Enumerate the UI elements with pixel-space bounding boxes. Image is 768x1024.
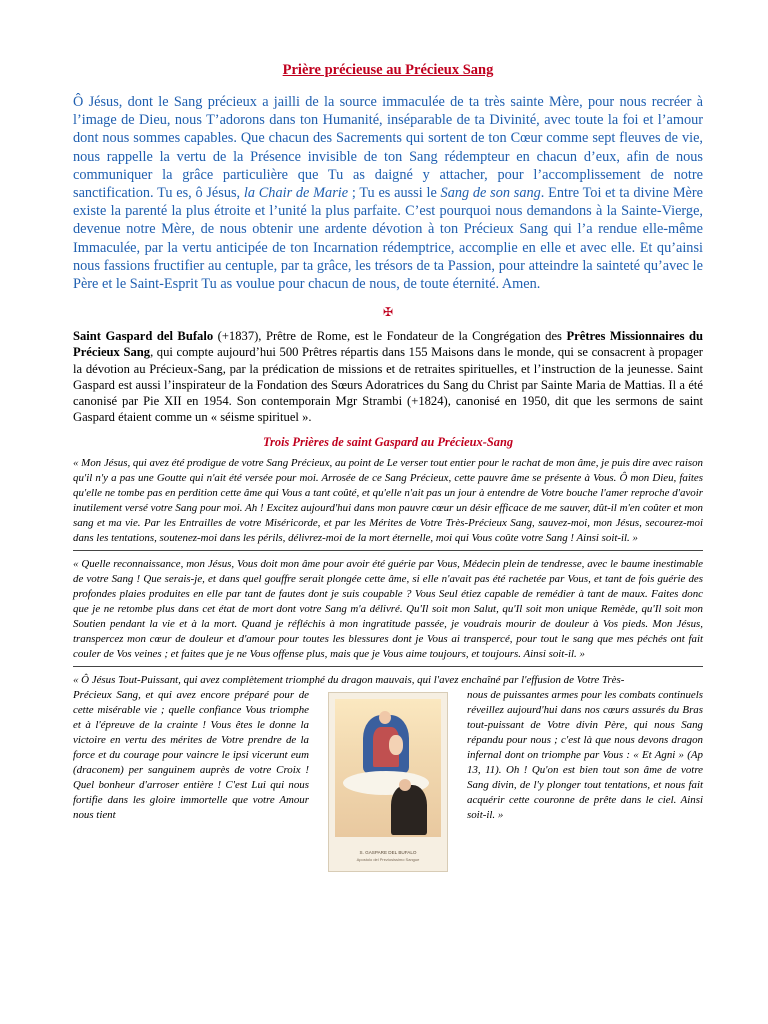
section-subtitle: Trois Prières de saint Gaspard au Précieux-Sang	[262, 435, 514, 450]
main-prayer-part1: Ô Jésus, dont le Sang précieux a jailli de la source immaculée de ta très sainte Mère, pour nous recréer à l’image de Dieu, nous T’adorons dans ton Humanité, inséparable de ta Divinité, avec toute la foi et l’amour dont nous sommes capables. Que chacun des Sacrements qui sortent de ton Cœur comme sept fleuves de vie, nous rappelle la vertu de la Présence invisible de ton Sang rédempteur en chacun d’eux, afin de nous communiquer la grâce particulière que Tu as daigné y attacher, pour l’accomplissement de notre sanctification. Tu es, ô Jésus,	[73, 94, 703, 202]
divider	[73, 550, 703, 551]
bio-paragraph	[73, 328, 703, 425]
saint-holy-card-image	[328, 692, 448, 872]
prayer-3-right: nous de puissantes armes pour les combats continuels réveillez aujourd'hui dans nos cœurs assurés du Bras tout-puissant de Votre divin Père, qui nous Sang répandu pour nous ; c'est là que nous devons dragon infernal dont on triomphe par Vous : « Et Agni » (Ap 13, 11). Oh ! Qu'on est bien tout son âme de votre Sang divin, de l'y plonger tout tentations, et nous fait acquérir cette couronne de prête dans le ciel. Ainsi soit-il. »	[467, 689, 703, 822]
main-prayer-italic2: Sang de son sang	[440, 185, 541, 202]
prayer-3-intro: « Ô Jésus Tout-Puissant, qui avez complètement triomphé du dragon mauvais, qui l'avez enchaîné par l'effusion de Votre Très-	[73, 674, 625, 687]
main-prayer-part3: . Entre Toi et ta divine Mère existe la parenté la plus étroite et l’unité la plus parfaite. C’est pourquoi nous demandons à la Sainte-Vierge, devenue notre Mère, de nous obtenir une ardente dévotion à ton Précieux Sang qui l’a rendue elle-même Immaculée, par la vertu anticipée de ton Incarnation rédemptrice, accomplie en elle et avec elle. Et qu’ainsi nous fassions fructifier au centuple, par ta grâce, les trésors de ta Passion, pour atteindre la sainteté qu’avec le Père et le Saint-Esprit Tu as voulue pour chacun de nous, de toute éternité. Amen.	[73, 185, 703, 293]
prayer-2: « Quelle reconnaissance, mon Jésus, Vous doit mon âme pour avoir été guérie par Vous, Médecin plein de tendresse, avec le baume inestimable de votre Sang ! Que serais-je, et dans quel gouffre serait plongée cette âme, si elle n'avait pas été rachetée par Vous, et tant de fois guérie des profondes plaies produites en elle par tant de fautes dont je suis coupable ? Vous Seul étiez capable de remédier à tant de maux. Faites donc que je ne retombe plus dans cet état de mort dont votre Sang m'a délivré. Qu'Il soit mon Salut, qu'Il soit mon unique Remède, qu'Il soit mon Soutien pendant la vie et à la mort. Quand je réfléchis à mon ingratitude passée, je voudrais mourir de douleur à Vos pieds. Mon Jésus, transpercez mon cœur de douleur et d'amour pour toutes les blessures dont je Vous ai transpercé, pour tout le sang que mes péchés ont fait couler de Vos veines ; et faites que je ne Vous offense plus, mais que je Vous aime toujours, et toujours. Ainsi soit-il. »	[73, 558, 703, 661]
main-prayer-part2: ; Tu es aussi le	[348, 185, 441, 202]
image-caption-sub: Apostolo del Preziosissimo Sangue	[356, 857, 420, 863]
page-title: Prière précieuse au Précieux Sang	[282, 62, 494, 78]
cross-separator-icon: ✠	[382, 305, 394, 320]
bio-text1: (+1837), Prêtre de Rome, est le Fondateur de la Congrégation des	[213, 329, 567, 344]
prayer-1: « Mon Jésus, qui avez été prodigue de votre Sang Précieux, au point de Le verser tout entier pour le rachat de mon âme, je puis dire avec raison qu'il n'y a pas une Goutte qui n'ait été versée pour moi. Arrosée de ce Sang Précieux, cette pauvre âme se présente à Vous. Ô mon Dieu, faites qu'elle ne tombe pas en perdition cette âme qui Vous a tant coûté, et qu'elle n'ait pas un jour à entendre de Votre bouche l'amer reproche d'avoir inutilement versé votre Sang pour moi. Ah ! Excitez aujourd'hui dans mon pauvre cœur un désir efficace de me sauver, dût-il m'en coûter et mon sang et ma vie. Par les Entrailles de votre Miséricorde, et par les Mérites de Votre Très-Précieux Sang, sauvez-moi, mon Jésus, secourez-moi dans les tentations, soutenez-moi dans les périls, délivrez-moi de la mort éternelle, moi qui Vous coûte votre Sang ! Ainsi soit-il. »	[73, 457, 704, 545]
divider	[73, 666, 703, 667]
document-page	[73, 62, 703, 872]
bio-congregation: Prêtres Missionnaires du Précieux Sang	[73, 329, 703, 360]
bio-text2: , qui compte aujourd’hui 500 Prêtres répartis dans 155 Maisons dans le monde, qui se consacrent à propager la dévotion au Précieux-Sang, par la prédication de missions et de retraites spirituelles, et l’instruction de la jeunesse. Saint Gaspard est aussi l’inspirateur de la Fondation des Sœurs Adoratrices du Sang du Christ par Sainte Maria de Mattias. Il a été canonisé par Pie XII en 1954. Son contemporain Mgr Strambi (+1824), canonisé en 1950, dit que les sermons de saint Gaspard étaient comme un « séisme spirituel ».	[73, 345, 703, 425]
prayer-3-columns	[73, 688, 703, 872]
image-caption: S. GASPARE DEL BUFALO	[359, 850, 417, 856]
main-prayer-italic1: la Chair de Marie	[243, 185, 349, 202]
prayer-3-left: Précieux Sang, et qui avez encore préparé pour de cette misérable vie ; quelle confiance Vous triomphe et à l'épreuve de la crainte ! Vous êtes le donne la victoire en vertu des mérites de Votre prendre de la force et du courage pour vaincre le ipsi vicerunt eum (draconem) per sanguinem auprès de votre Croix ! Quel bonheur d'arroser entière ! C'est Lui qui nous fortifie dans les gloire immortelle que votre Amour nous tient	[73, 689, 309, 822]
main-prayer	[73, 93, 703, 293]
bio-saint-name: Saint Gaspard del Bufalo	[73, 329, 214, 344]
